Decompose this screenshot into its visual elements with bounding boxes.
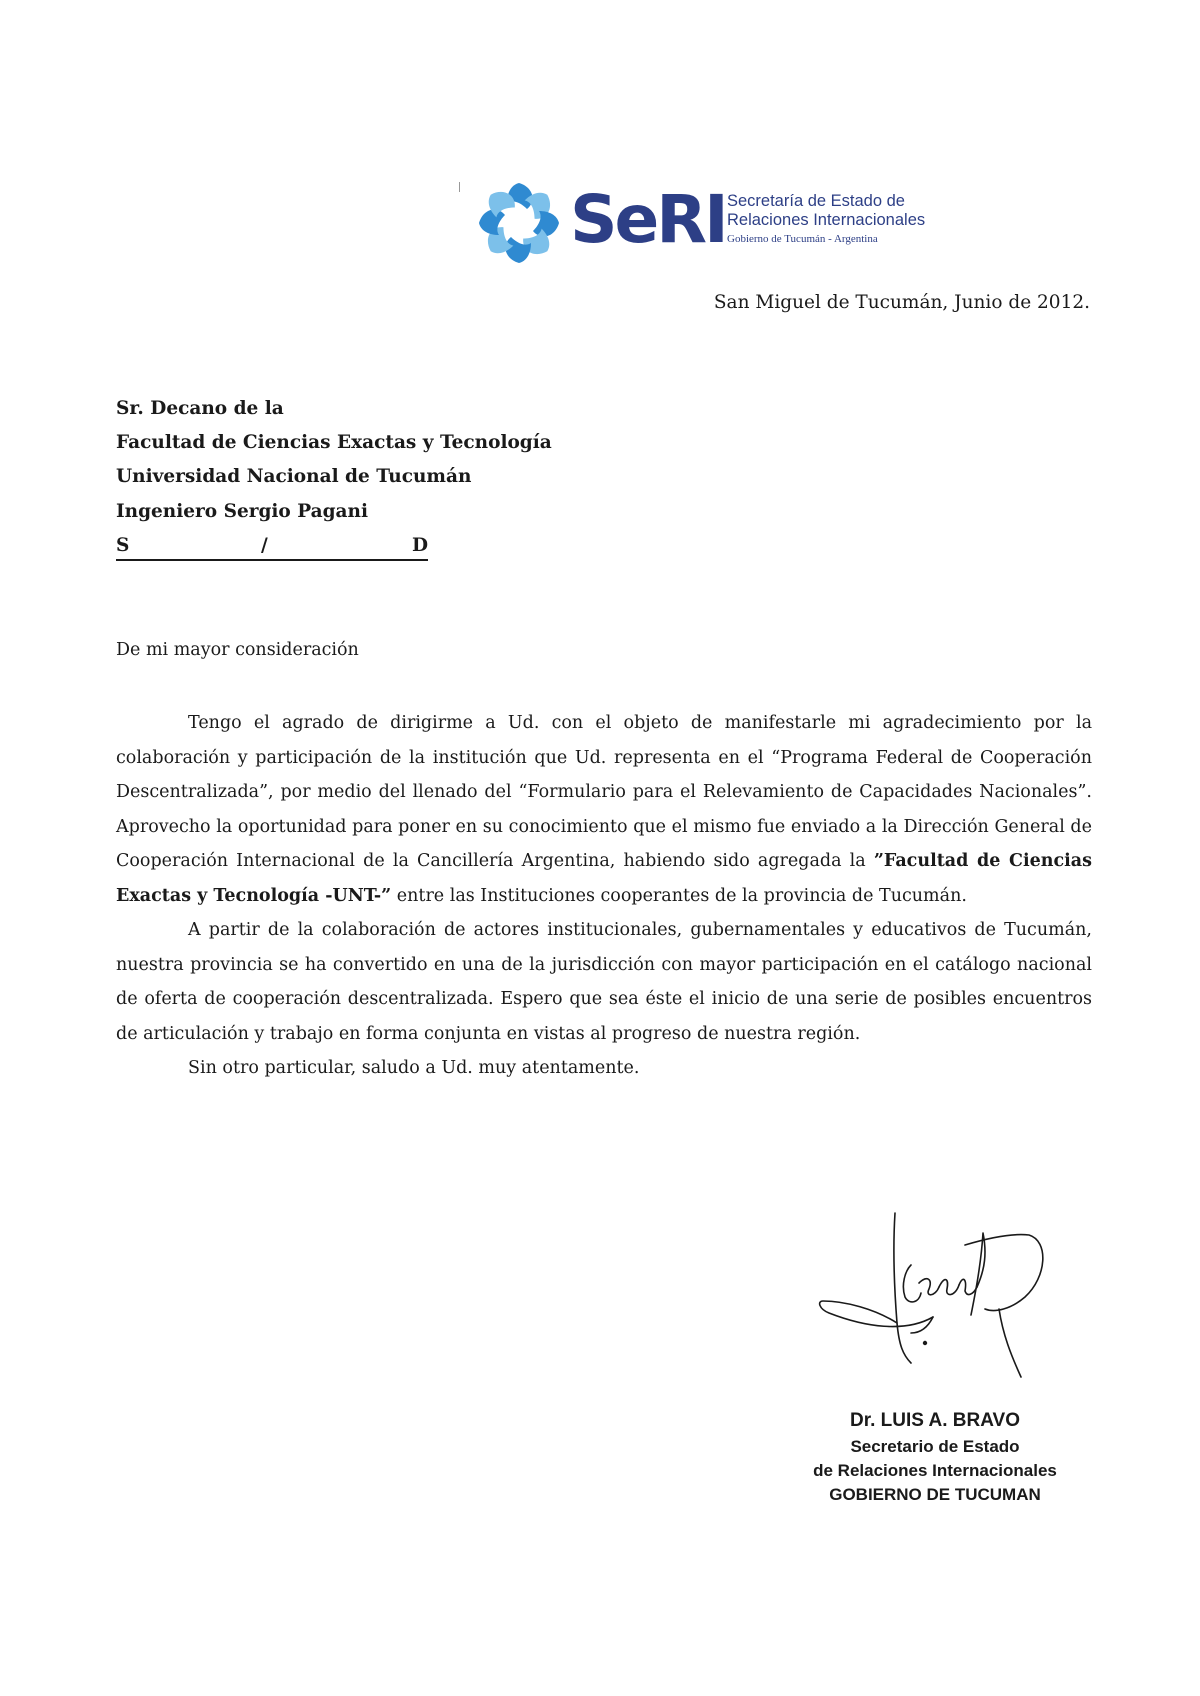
greeting: De mi mayor consideración [116,640,359,660]
logo-wordmark: SeRI [570,181,726,258]
handwritten-signature [815,1205,1055,1395]
addressee-line-4: Ingeniero Sergio Pagani [116,501,369,522]
signer-title-3: GOBIERNO DE TUCUMAN [829,1485,1041,1504]
body-paragraph-2: A partir de la colaboración de actores institucionales, gubernamentales y educativos de Tucumán, nuestra provincia se ha convertido en una de la jurisdicción con mayor participación en el catálogo nacional de oferta de cooperación descentralizada. Espero que sea éste el inicio de una serie de posibles encuentros de articulación y trabajo en forma conjunta en vistas al progreso de nuestra región. [116,920,1092,1044]
logo-line-2: Relaciones Internacionales [727,211,926,229]
addressee-line-3: Universidad Nacional de Tucumán [116,466,472,487]
body-p1-text-a: Tengo el agrado de dirigirme a Ud. con el objeto de manifestarle mi agradecimiento por la colaboración y participación de la institución que Ud. representa en el “Programa Federal de Cooperación Descentralizada”, por medio del llenado del “Formulario para el Relevamiento de Capacidades Nacionales”. Aprovecho la oportunidad para poner en su conocimiento que el mismo fue enviado a la Dirección General de Cooperación Internacional de la Cancillería Argentina, habiendo sido agregada la [116,713,1092,871]
sd-d: D [412,535,429,556]
logo-line-1: Secretaría de Estado de [727,192,905,210]
body-paragraph-1 [116,706,1092,913]
sd-line [116,535,428,561]
letter-body [116,706,1092,1086]
signer-name: Dr. LUIS A. BRAVO [850,1410,1020,1431]
body-paragraph-3: Sin otro particular, saludo a Ud. muy atentamente. [188,1058,640,1078]
sd-s: S [116,535,130,556]
logo-line-3: Gobierno de Tucumán - Argentina [727,233,878,245]
signer-title-1: Secretario de Estado [850,1437,1020,1456]
seri-logo [474,178,954,268]
body-p1-text-b: entre las Instituciones cooperantes de la provincia de Tucumán. [391,885,967,906]
seri-emblem-icon [474,178,564,268]
body-p1-bold: ”Facultad de Ciencias Exactas y Tecnología -UNT-” [116,851,1092,906]
logo-tick-mark [459,182,460,192]
addressee-line-1: Sr. Decano de la [116,398,284,419]
letter-date: San Miguel de Tucumán, Junio de 2012. [713,292,1090,313]
addressee-line-2: Facultad de Ciencias Exactas y Tecnología [116,432,552,453]
sd-slash: / [261,535,268,556]
signer-title-2: de Relaciones Internacionales [813,1461,1057,1480]
